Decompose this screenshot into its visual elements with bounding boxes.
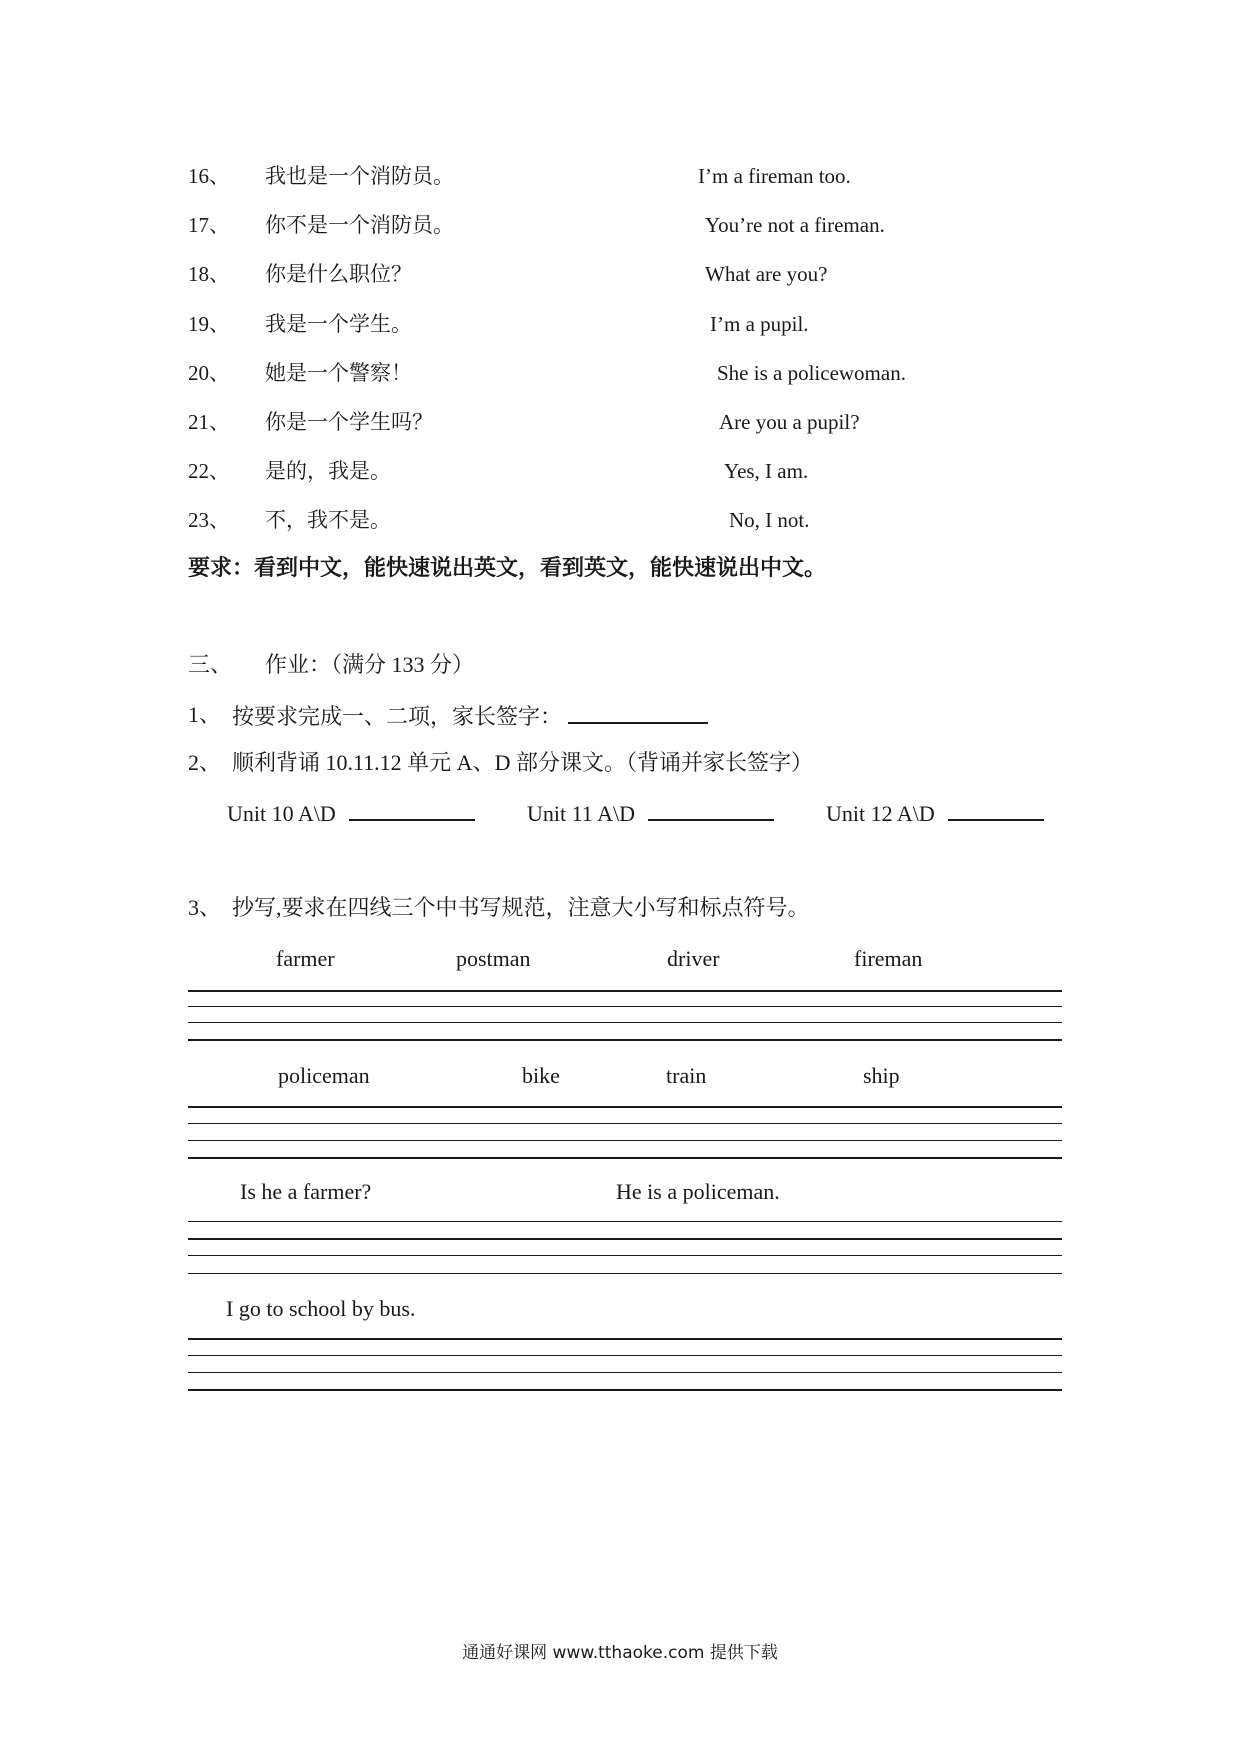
phrase-number: 23、	[188, 508, 230, 532]
phrase-number: 22、	[188, 459, 230, 483]
writing-line	[188, 1140, 1062, 1141]
section-number: 三、	[188, 652, 233, 677]
phrase-chinese: 不，我不是。	[265, 508, 391, 532]
unit-label: Unit 10 A\D	[227, 801, 336, 826]
unit-signoff	[826, 797, 1044, 829]
item-label: 按要求完成一、二项，家长签字：	[232, 704, 563, 729]
copy-word: bike	[522, 1063, 560, 1088]
phrase-chinese: 我也是一个消防员。	[265, 164, 454, 188]
writing-line	[188, 1338, 1062, 1340]
unit-signoff	[527, 797, 774, 829]
unit-signature-blank[interactable]	[648, 797, 774, 821]
unit-signature-blank[interactable]	[349, 797, 475, 821]
copy-word: train	[666, 1063, 707, 1088]
phrase-chinese: 我是一个学生。	[265, 312, 412, 336]
writing-line	[188, 1238, 1062, 1240]
phrase-english: I’m a pupil.	[710, 312, 809, 336]
phrase-english: I’m a fireman too.	[698, 164, 851, 188]
copy-word: ship	[863, 1063, 900, 1088]
copy-word: policeman	[278, 1063, 370, 1088]
copy-sentence: He is a policeman.	[616, 1179, 780, 1204]
writing-line	[188, 990, 1062, 992]
phrase-chinese: 你是什么职位？	[265, 262, 412, 286]
copy-word: fireman	[854, 946, 923, 971]
writing-line	[188, 1006, 1062, 1007]
phrase-number: 21、	[188, 410, 230, 434]
phrase-number: 18、	[188, 262, 230, 286]
item-text: 顺利背诵 10.11.12 单元 A、D 部分课文。（背诵并家长签字）	[232, 750, 813, 775]
copy-sentence: Is he a farmer?	[240, 1179, 372, 1204]
item-number: 1、	[188, 702, 222, 727]
section-heading: 作业：（满分 133 分）	[265, 652, 475, 677]
unit-signoff	[227, 797, 475, 829]
requirement-note: 要求：看到中文，能快速说出英文，看到英文，能快速说出中文。	[188, 555, 827, 580]
phrase-chinese: 你不是一个消防员。	[265, 213, 454, 237]
copy-word: farmer	[276, 946, 335, 971]
signature-blank[interactable]	[568, 700, 708, 724]
item-text: 抄写,要求在四线三个中书写规范，注意大小写和标点符号。	[232, 895, 810, 920]
phrase-chinese: 是的，我是。	[265, 459, 391, 483]
phrase-number: 16、	[188, 164, 230, 188]
unit-label: Unit 11 A\D	[527, 801, 635, 826]
writing-line	[188, 1022, 1062, 1023]
page-footer: 通通好课网 www.tthaoke.com 提供下载	[462, 1643, 778, 1663]
item-text	[232, 700, 708, 732]
phrase-english: What are you?	[705, 262, 828, 286]
writing-line	[188, 1106, 1062, 1108]
unit-label: Unit 12 A\D	[826, 801, 935, 826]
phrase-number: 17、	[188, 213, 230, 237]
writing-line	[188, 1157, 1062, 1159]
unit-signature-blank[interactable]	[948, 797, 1044, 821]
item-number: 3、	[188, 895, 222, 920]
phrase-chinese: 你是一个学生吗？	[265, 410, 433, 434]
phrase-english: She is a policewoman.	[717, 361, 906, 385]
writing-line	[188, 1372, 1062, 1373]
copy-word: postman	[456, 946, 531, 971]
phrase-english: You’re not a fireman.	[705, 213, 885, 237]
phrase-english: Are you a pupil?	[719, 410, 860, 434]
copy-sentence: I go to school by bus.	[226, 1296, 416, 1321]
writing-line	[188, 1221, 1062, 1222]
writing-line	[188, 1389, 1062, 1391]
writing-line	[188, 1355, 1062, 1356]
phrase-number: 20、	[188, 361, 230, 385]
writing-line	[188, 1273, 1062, 1274]
item-number: 2、	[188, 750, 222, 775]
phrase-chinese: 她是一个警察！	[265, 361, 412, 385]
copy-word: driver	[667, 946, 720, 971]
writing-line	[188, 1039, 1062, 1041]
writing-line	[188, 1123, 1062, 1124]
writing-line	[188, 1255, 1062, 1256]
phrase-english: No, I not.	[729, 508, 810, 532]
phrase-number: 19、	[188, 312, 230, 336]
phrase-english: Yes, I am.	[724, 459, 809, 483]
